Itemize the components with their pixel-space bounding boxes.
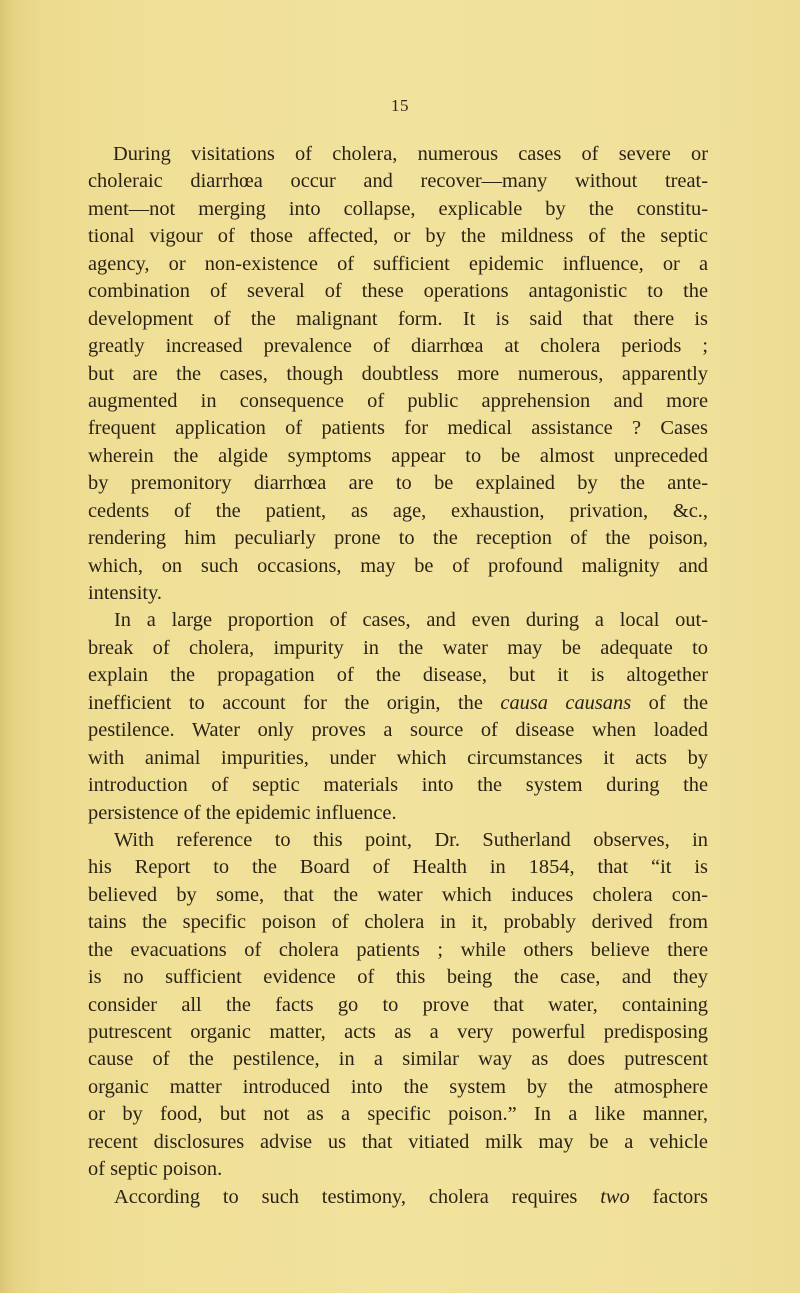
- text-line: but are the cases, though doubtless more numerous, apparently: [88, 362, 708, 385]
- text-line: frequent application of patients for medical assistance ? Cases: [88, 417, 708, 440]
- text-line: development of the malignant form. It is said that there is: [88, 307, 708, 330]
- paragraph-4: [88, 1184, 708, 1211]
- body-text: [88, 141, 708, 1211]
- text-line: augmented in consequence of public apprehension and more: [88, 389, 708, 412]
- page-number: 15: [391, 96, 409, 115]
- text-line: With reference to this point, Dr. Sutherland observes, in: [114, 828, 708, 851]
- text-line: organic matter introduced into the system by the atmosphere: [88, 1075, 708, 1098]
- paragraph-1: [88, 141, 708, 607]
- text-line: choleraic diarrhœa occur and recover—many without treat-: [88, 170, 708, 193]
- text-line: tains the specific poison of cholera in it, probably derived from: [88, 911, 708, 934]
- text-line: agency, or non-existence of sufficient epidemic influence, or a: [88, 252, 708, 275]
- text-line: During visitations of cholera, numerous cases of severe or: [113, 143, 708, 165]
- text-line: consider all the facts go to prove that water, containing: [88, 993, 708, 1016]
- paragraph-3: [88, 827, 708, 1184]
- text-line: believed by some, that the water which induces cholera con-: [88, 883, 708, 906]
- text-segment: According to such testimony, cholera requires: [114, 1185, 578, 1208]
- text-line: intensity.: [88, 582, 163, 604]
- text-line: his Report to the Board of Health in 1854, that “it is: [88, 856, 708, 879]
- text-line: recent disclosures advise us that vitiated milk may be a vehicle: [88, 1130, 708, 1153]
- text-line: the evacuations of cholera patients ; while others believe there: [88, 938, 708, 961]
- text-segment: factors: [652, 1185, 708, 1208]
- text-line: ment—not merging into collapse, explicable by the constitu-: [88, 197, 708, 220]
- text-line: introduction of septic materials into the system during the: [88, 774, 708, 797]
- text-line: tional vigour of those affected, or by the mildness of the septic: [88, 225, 708, 248]
- text-line: [88, 1184, 708, 1211]
- text-line: combination of several of these operations antagonistic to the: [88, 280, 708, 303]
- text-segment: of the: [648, 691, 708, 714]
- text-line: break of cholera, impurity in the water may be adequate to: [88, 636, 708, 659]
- text-line: cedents of the patient, as age, exhaustion, privation, &c.,: [88, 499, 708, 522]
- text-line: putrescent organic matter, acts as a very powerful predisposing: [88, 1021, 708, 1043]
- text-line: which, on such occasions, may be of profound malignity and: [88, 554, 708, 577]
- text-line: rendering him peculiarly prone to the reception of the poison,: [88, 527, 708, 550]
- text-line: persistence of the epidemic influence.: [88, 801, 397, 824]
- text-line: is no sufficient evidence of this being the case, and they: [88, 966, 708, 989]
- text-line: [88, 690, 708, 717]
- text-line: In a large proportion of cases, and even during a local out-: [114, 609, 708, 632]
- text-line: by premonitory diarrhœa are to be explained by the ante-: [88, 472, 708, 495]
- text-line: cause of the pestilence, in a similar way as does putrescent: [88, 1048, 708, 1071]
- paragraph-2: [88, 607, 708, 827]
- text-line: explain the propagation of the disease, but it is altogether: [88, 664, 708, 687]
- text-line: wherein the algide symptoms appear to be almost unpreceded: [88, 444, 708, 467]
- text-line: of septic poison.: [88, 1158, 223, 1181]
- italic-phrase: two: [600, 1185, 630, 1208]
- text-line: with animal impurities, under which circumstances it acts by: [88, 746, 708, 769]
- text-line: pestilence. Water only proves a source of disease when loaded: [88, 719, 708, 742]
- text-segment: inefficient to account for the origin, the: [88, 691, 483, 714]
- text-line: greatly increased prevalence of diarrhœa at cholera periods ;: [88, 335, 708, 358]
- italic-phrase: causa causans: [500, 691, 632, 714]
- text-line: or by food, but not as a specific poison.” In a like manner,: [88, 1103, 708, 1126]
